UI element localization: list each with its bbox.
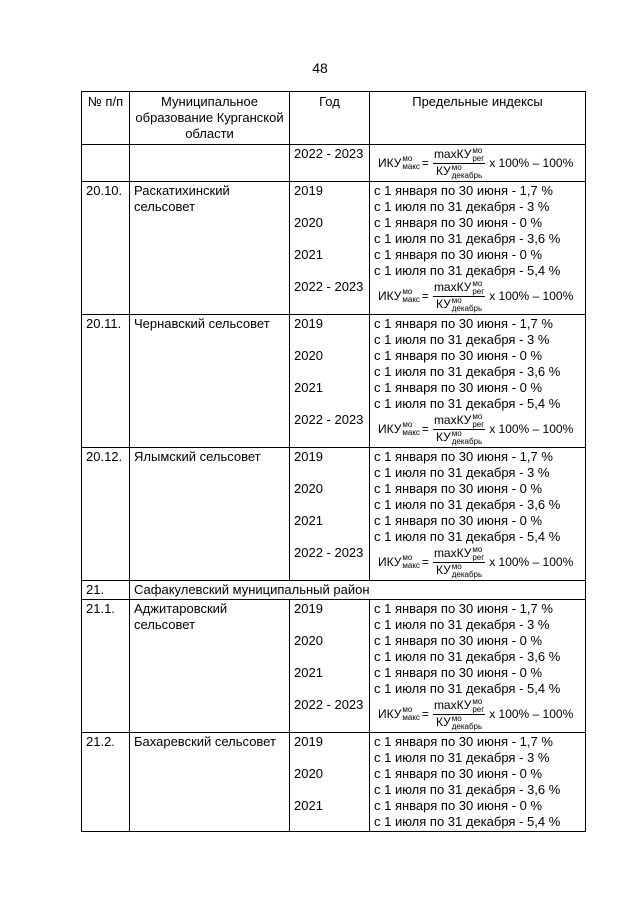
- year-2019: 2019: [294, 316, 323, 331]
- table-header-row: [82, 92, 586, 145]
- header-indices: Предельные индексы: [370, 92, 586, 145]
- year-2022-2023: 2022 - 2023: [294, 279, 364, 294]
- index-2019-h1: с 1 января по 30 июня - 1,7 %: [374, 601, 553, 616]
- year-2021: 2021: [294, 665, 323, 680]
- index-2021-h1: с 1 января по 30 июня - 0 %: [374, 798, 543, 813]
- row-municipality: Ялымский сельсовет: [130, 448, 290, 581]
- index-2021-h2: с 1 июля по 31 декабря - 5,4 %: [374, 263, 561, 278]
- year-2019: 2019: [294, 734, 323, 749]
- index-2019-h2: с 1 июля по 31 декабря - 3 %: [374, 750, 550, 765]
- year-2022-2023: 2022 - 2023: [294, 412, 364, 427]
- year-2020: 2020: [294, 766, 323, 781]
- formula-tail: x 100% – 100%: [489, 422, 574, 436]
- index-2019-h1: с 1 января по 30 июня - 1,7 %: [374, 183, 553, 198]
- row-municipality: Чернавский сельсовет: [130, 315, 290, 448]
- formula-tail: x 100% – 100%: [489, 707, 574, 721]
- index-2021-h1: с 1 января по 30 июня - 0 %: [374, 247, 543, 262]
- table-row: [82, 600, 586, 733]
- row-district: Сафакулевский муниципальный район: [130, 581, 586, 600]
- index-2020-h2: с 1 июля по 31 декабря - 3,6 %: [374, 497, 561, 512]
- row-municipality: Раскатихинский сельсовет: [130, 182, 290, 315]
- table-row: [82, 182, 586, 315]
- index-2020-h2: с 1 июля по 31 декабря - 3,6 %: [374, 649, 561, 664]
- index-2019-h1: с 1 января по 30 июня - 1,7 %: [374, 449, 553, 464]
- header-year: Год: [290, 92, 370, 145]
- index-2021-h2: с 1 июля по 31 декабря - 5,4 %: [374, 814, 561, 829]
- table-row: [82, 145, 586, 182]
- year-2020: 2020: [294, 633, 323, 648]
- index-2019-h1: с 1 января по 30 июня - 1,7 %: [374, 734, 553, 749]
- index-2020-h2: с 1 июля по 31 декабря - 3,6 %: [374, 782, 561, 797]
- year-2021: 2021: [294, 513, 323, 528]
- formula-lhs: ИКУ: [378, 555, 402, 569]
- index-2019-h2: с 1 июля по 31 декабря - 3 %: [374, 199, 550, 214]
- formula-fraction: maxКУ мо рег КУ мо декабрь: [433, 145, 485, 180]
- formula-fraction: maxКУ мо рег КУ мо декабрь: [433, 544, 485, 579]
- table-row: [82, 581, 586, 600]
- year-2019: 2019: [294, 449, 323, 464]
- row-num: 21.2.: [82, 733, 130, 832]
- year-2022-2023: 2022 - 2023: [294, 146, 364, 161]
- year-2021: 2021: [294, 247, 323, 262]
- year-2021: 2021: [294, 380, 323, 395]
- year-2020: 2020: [294, 481, 323, 496]
- index-formula: ИКУ мо макс = maxКУ мо рег КУ мо декабрь x 100% – 100%: [378, 278, 574, 313]
- limit-indices-table: [81, 91, 586, 832]
- year-2022-2023: 2022 - 2023: [294, 697, 364, 712]
- index-formula: ИКУ мо макс = maxКУ мо рег КУ мо декабрь x 100% – 100%: [378, 544, 574, 579]
- index-2021-h1: с 1 января по 30 июня - 0 %: [374, 665, 543, 680]
- index-2020-h1: с 1 января по 30 июня - 0 %: [374, 633, 543, 648]
- formula-tail: x 100% – 100%: [489, 289, 574, 303]
- index-2020-h2: с 1 июля по 31 декабря - 3,6 %: [374, 231, 561, 246]
- formula-fraction: maxКУ мо рег КУ мо декабрь: [433, 278, 485, 313]
- row-num: 20.10.: [82, 182, 130, 315]
- index-formula: ИКУ мо макс = maxКУ мо рег КУ мо декабрь x 100% – 100%: [378, 696, 574, 731]
- index-2019-h2: с 1 июля по 31 декабря - 3 %: [374, 465, 550, 480]
- row-municipality: Бахаревский сельсовет: [130, 733, 290, 832]
- index-2021-h2: с 1 июля по 31 декабря - 5,4 %: [374, 396, 561, 411]
- index-2020-h2: с 1 июля по 31 декабря - 3,6 %: [374, 364, 561, 379]
- row-num: 21.1.: [82, 600, 130, 733]
- page-number: 48: [312, 60, 328, 76]
- index-2019-h2: с 1 июля по 31 декабря - 3 %: [374, 332, 550, 347]
- year-2019: 2019: [294, 601, 323, 616]
- year-2020: 2020: [294, 215, 323, 230]
- formula-fraction: maxКУ мо рег КУ мо декабрь: [433, 696, 485, 731]
- row-num: [82, 145, 130, 182]
- index-2021-h2: с 1 июля по 31 декабря - 5,4 %: [374, 681, 561, 696]
- row-num: 20.12.: [82, 448, 130, 581]
- formula-tail: x 100% – 100%: [489, 555, 574, 569]
- index-2020-h1: с 1 января по 30 июня - 0 %: [374, 215, 543, 230]
- header-municipality: Муниципальное образование Курганской области: [130, 92, 290, 145]
- index-2021-h1: с 1 января по 30 июня - 0 %: [374, 380, 543, 395]
- year-2022-2023: 2022 - 2023: [294, 545, 364, 560]
- index-formula: ИКУ мо макс = maxКУ мо рег КУ мо декабрь x 100% – 100%: [378, 145, 574, 180]
- formula-lhs: ИКУ: [378, 707, 402, 721]
- year-2019: 2019: [294, 183, 323, 198]
- index-2019-h2: с 1 июля по 31 декабря - 3 %: [374, 617, 550, 632]
- index-2020-h1: с 1 января по 30 июня - 0 %: [374, 766, 543, 781]
- index-2019-h1: с 1 января по 30 июня - 1,7 %: [374, 316, 553, 331]
- formula-lhs: ИКУ: [378, 156, 402, 170]
- year-2021: 2021: [294, 798, 323, 813]
- formula-lhs: ИКУ: [378, 289, 402, 303]
- index-2020-h1: с 1 января по 30 июня - 0 %: [374, 481, 543, 496]
- table-row: [82, 315, 586, 448]
- index-2020-h1: с 1 января по 30 июня - 0 %: [374, 348, 543, 363]
- row-municipality: Аджитаровский сельсовет: [130, 600, 290, 733]
- row-municipality: [130, 145, 290, 182]
- table-row: [82, 448, 586, 581]
- year-2020: 2020: [294, 348, 323, 363]
- index-formula: ИКУ мо макс = maxКУ мо рег КУ мо декабрь x 100% – 100%: [378, 411, 574, 446]
- index-2021-h1: с 1 января по 30 июня - 0 %: [374, 513, 543, 528]
- table-row: [82, 733, 586, 832]
- formula-tail: x 100% – 100%: [489, 156, 574, 170]
- header-num: № п/п: [82, 92, 130, 145]
- index-2021-h2: с 1 июля по 31 декабря - 5,4 %: [374, 529, 561, 544]
- row-num: 20.11.: [82, 315, 130, 448]
- row-num: 21.: [82, 581, 130, 600]
- formula-lhs: ИКУ: [378, 422, 402, 436]
- formula-fraction: maxКУ мо рег КУ мо декабрь: [433, 411, 485, 446]
